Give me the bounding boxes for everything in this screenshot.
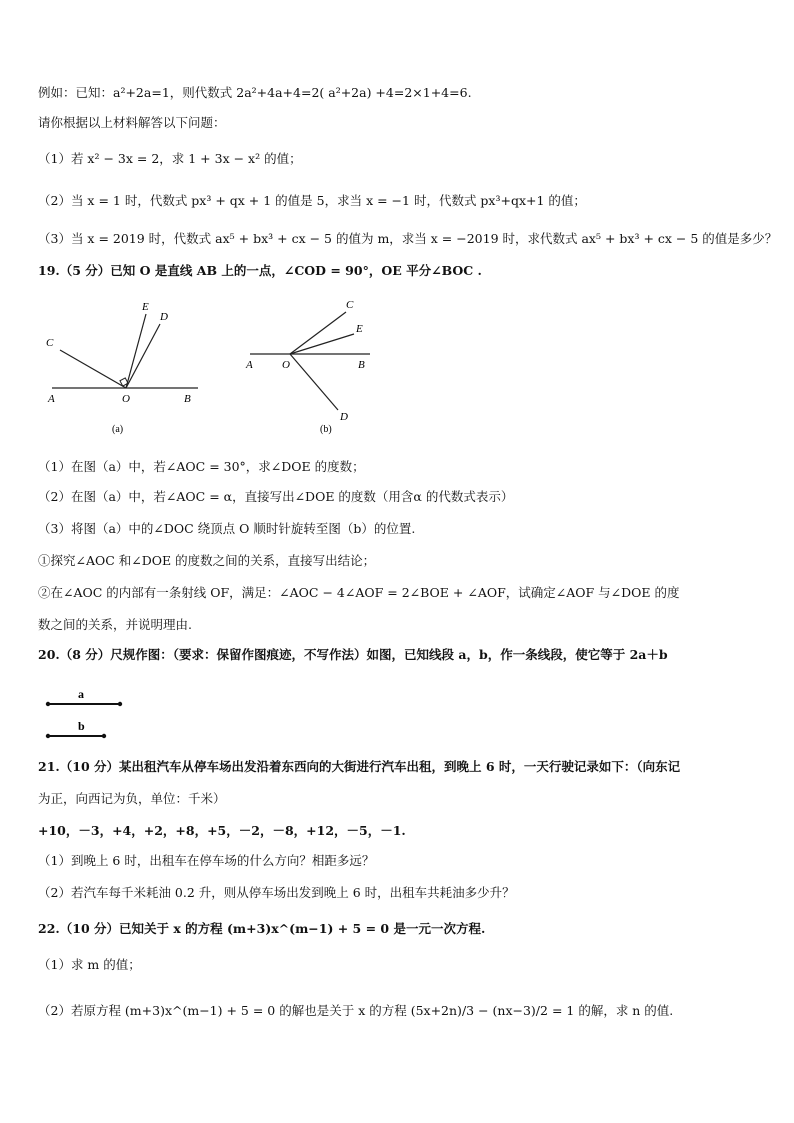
example-line: 例如：已知：a²+2a=1，则代数式 2a²+4a+4=2( a²+2a) +4=2×1+4=6. — [38, 85, 472, 100]
q19-part1: （1）在图（a）中，若∠AOC = 30°，求∠DOE 的度数； — [38, 459, 365, 474]
q19-stem: 19.（5 分）已知 O 是直线 AB 上的一点，∠COD = 90°，OE 平分∠BOC . — [38, 263, 482, 278]
q22-part2: （2）若原方程 (m+3)x^(m−1) + 5 = 0 的解也是关于 x 的方程 (5x+2n)/3 − (nx−3)/2 = 1 的解，求 n 的值. — [38, 1003, 674, 1018]
segment-b-label: b — [78, 719, 85, 733]
q18-part3: （3）当 x = 2019 时，代数式 ax⁵ + bx³ + cx − 5 的值为 m，求当 x = −2019 时，求代数式 ax⁵ + bx³ + cx − 5 的值是多少？ — [38, 231, 778, 246]
q19-figures — [40, 290, 380, 440]
q21-records: +10，－3，+4，+2，+8，+5，－2，－8，+12，－5，－1. — [38, 823, 406, 838]
q19-part2: （2）在图（a）中，若∠AOC = α，直接写出∠DOE 的度数（用含α 的代数式表示） — [38, 489, 514, 504]
q21-stem-b: 为正，向西记为负，单位：千米） — [38, 791, 226, 806]
figure-a — [46, 301, 198, 435]
fig-b-caption: (b) — [320, 424, 332, 435]
figure-b — [245, 299, 370, 435]
fig-a-caption: (a) — [112, 424, 124, 435]
fig-a-label-E: E — [142, 301, 149, 313]
q21-part1: （1）到晚上 6 时，出租车在停车场的什么方向？相距多远？ — [38, 853, 375, 868]
fig-b-label-D: D — [340, 411, 348, 423]
q22-stem: 22.（10 分）已知关于 x 的方程 (m+3)x^(m−1) + 5 = 0 是一元一次方程. — [38, 921, 486, 936]
fig-b-label-E: E — [356, 323, 363, 335]
q19-sub2-a: ②在∠AOC 的内部有一条射线 OF，满足：∠AOC − 4∠AOF = 2∠BOE + ∠AOF，试确定∠AOF 与∠DOE 的度 — [38, 585, 680, 600]
q18-part2: （2）当 x = 1 时，代数式 px³ + qx + 1 的值是 5，求当 x = −1 时，代数式 px³+qx+1 的值； — [38, 193, 586, 208]
q19-sub1: ①探究∠AOC 和∠DOE 的度数之间的关系，直接写出结论； — [38, 553, 376, 568]
fig-b-label-B: B — [358, 359, 365, 371]
fig-b-label-A: A — [246, 359, 253, 371]
fig-a-label-A: A — [48, 393, 55, 405]
fig-a-label-O: O — [122, 393, 130, 405]
q21-stem-a: 21.（10 分）某出租汽车从停车场出发沿着东西向的大街进行汽车出租，到晚上 6 时，一天行驶记录如下：（向东记 — [38, 759, 681, 774]
q18-part1: （1）若 x² − 3x = 2，求 1 + 3x − x² 的值； — [38, 151, 302, 166]
q19-sub2-b: 数之间的关系，并说明理由. — [38, 617, 192, 632]
fig-a-label-D: D — [160, 311, 168, 323]
fig-a-label-C: C — [46, 337, 54, 349]
fig-a-label-B: B — [184, 393, 191, 405]
q22-part1: （1）求 m 的值； — [38, 957, 141, 972]
q20-stem: 20.（8 分）尺规作图：（要求：保留作图痕迹，不写作法）如图，已知线段 a，b，作一条线段，使它等于 2a＋b — [38, 647, 668, 662]
q21-part2: （2）若汽车每千米耗油 0.2 升，则从停车场出发到晚上 6 时，出租车共耗油多少升？ — [38, 885, 515, 900]
instruction-line: 请你根据以上材料解答以下问题： — [38, 115, 226, 130]
segment-a-label: a — [78, 687, 84, 701]
q19-part3: （3）将图（a）中的∠DOC 绕顶点 O 顺时针旋转至图（b）的位置. — [38, 521, 416, 536]
q20-segments — [40, 686, 140, 740]
fig-b-label-C: C — [346, 299, 354, 311]
fig-b-label-O: O — [282, 359, 290, 371]
